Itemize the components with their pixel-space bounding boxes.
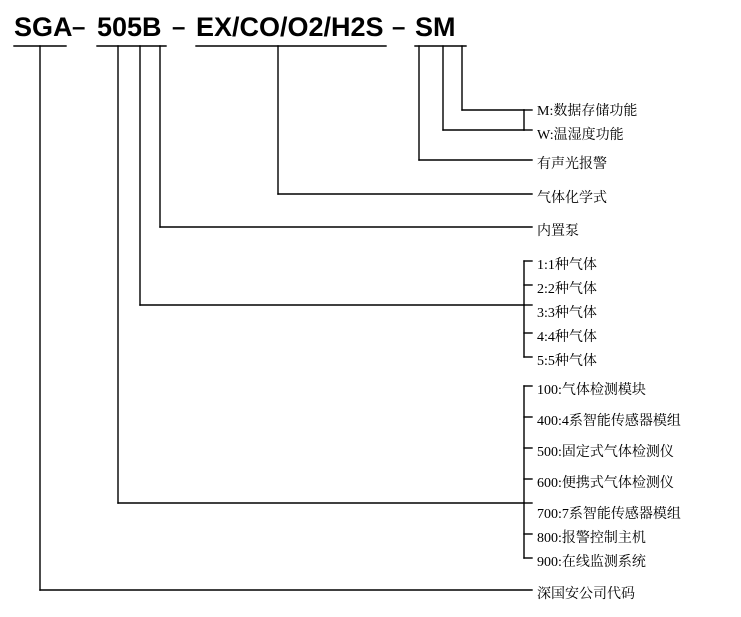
label-company-code: 深国安公司代码 — [537, 587, 635, 602]
code-part-sga: SGA — [14, 12, 73, 42]
label-model-800: 800:报警控制主机 — [537, 531, 646, 546]
label-gas-count-5: 5:5种气体 — [537, 354, 597, 369]
label-model-500: 500:固定式气体检测仪 — [537, 445, 674, 460]
label-model-400: 400:4系智能传感器模组 — [537, 414, 681, 429]
code-part-gases: EX/CO/O2/H2S — [196, 12, 384, 42]
label-gas-count-4: 4:4种气体 — [537, 330, 597, 345]
label-gas-formula: 气体化学式 — [537, 191, 607, 206]
code-part-505b: 505B — [97, 12, 162, 42]
label-gas-count-3: 3:3种气体 — [537, 306, 597, 321]
label-built-in-pump: 内置泵 — [537, 224, 579, 239]
label-model-100: 100:气体检测模块 — [537, 383, 646, 398]
label-gas-count-2: 2:2种气体 — [537, 282, 597, 297]
label-model-600: 600:便携式气体检测仪 — [537, 476, 674, 491]
label-temp-humidity: W:温湿度功能 — [537, 128, 624, 143]
label-sound-light-alarm: 有声光报警 — [537, 157, 607, 172]
code-dash-2: – — [172, 14, 186, 41]
label-gas-count-1: 1:1种气体 — [537, 258, 597, 273]
code-dash-3: – — [392, 14, 406, 41]
label-model-900: 900:在线监测系统 — [537, 555, 646, 570]
code-dash-1: – — [72, 14, 86, 41]
label-model-700: 700:7系智能传感器模组 — [537, 507, 681, 522]
code-part-sm: SM — [415, 12, 456, 42]
label-data-storage: M:数据存储功能 — [537, 104, 638, 119]
